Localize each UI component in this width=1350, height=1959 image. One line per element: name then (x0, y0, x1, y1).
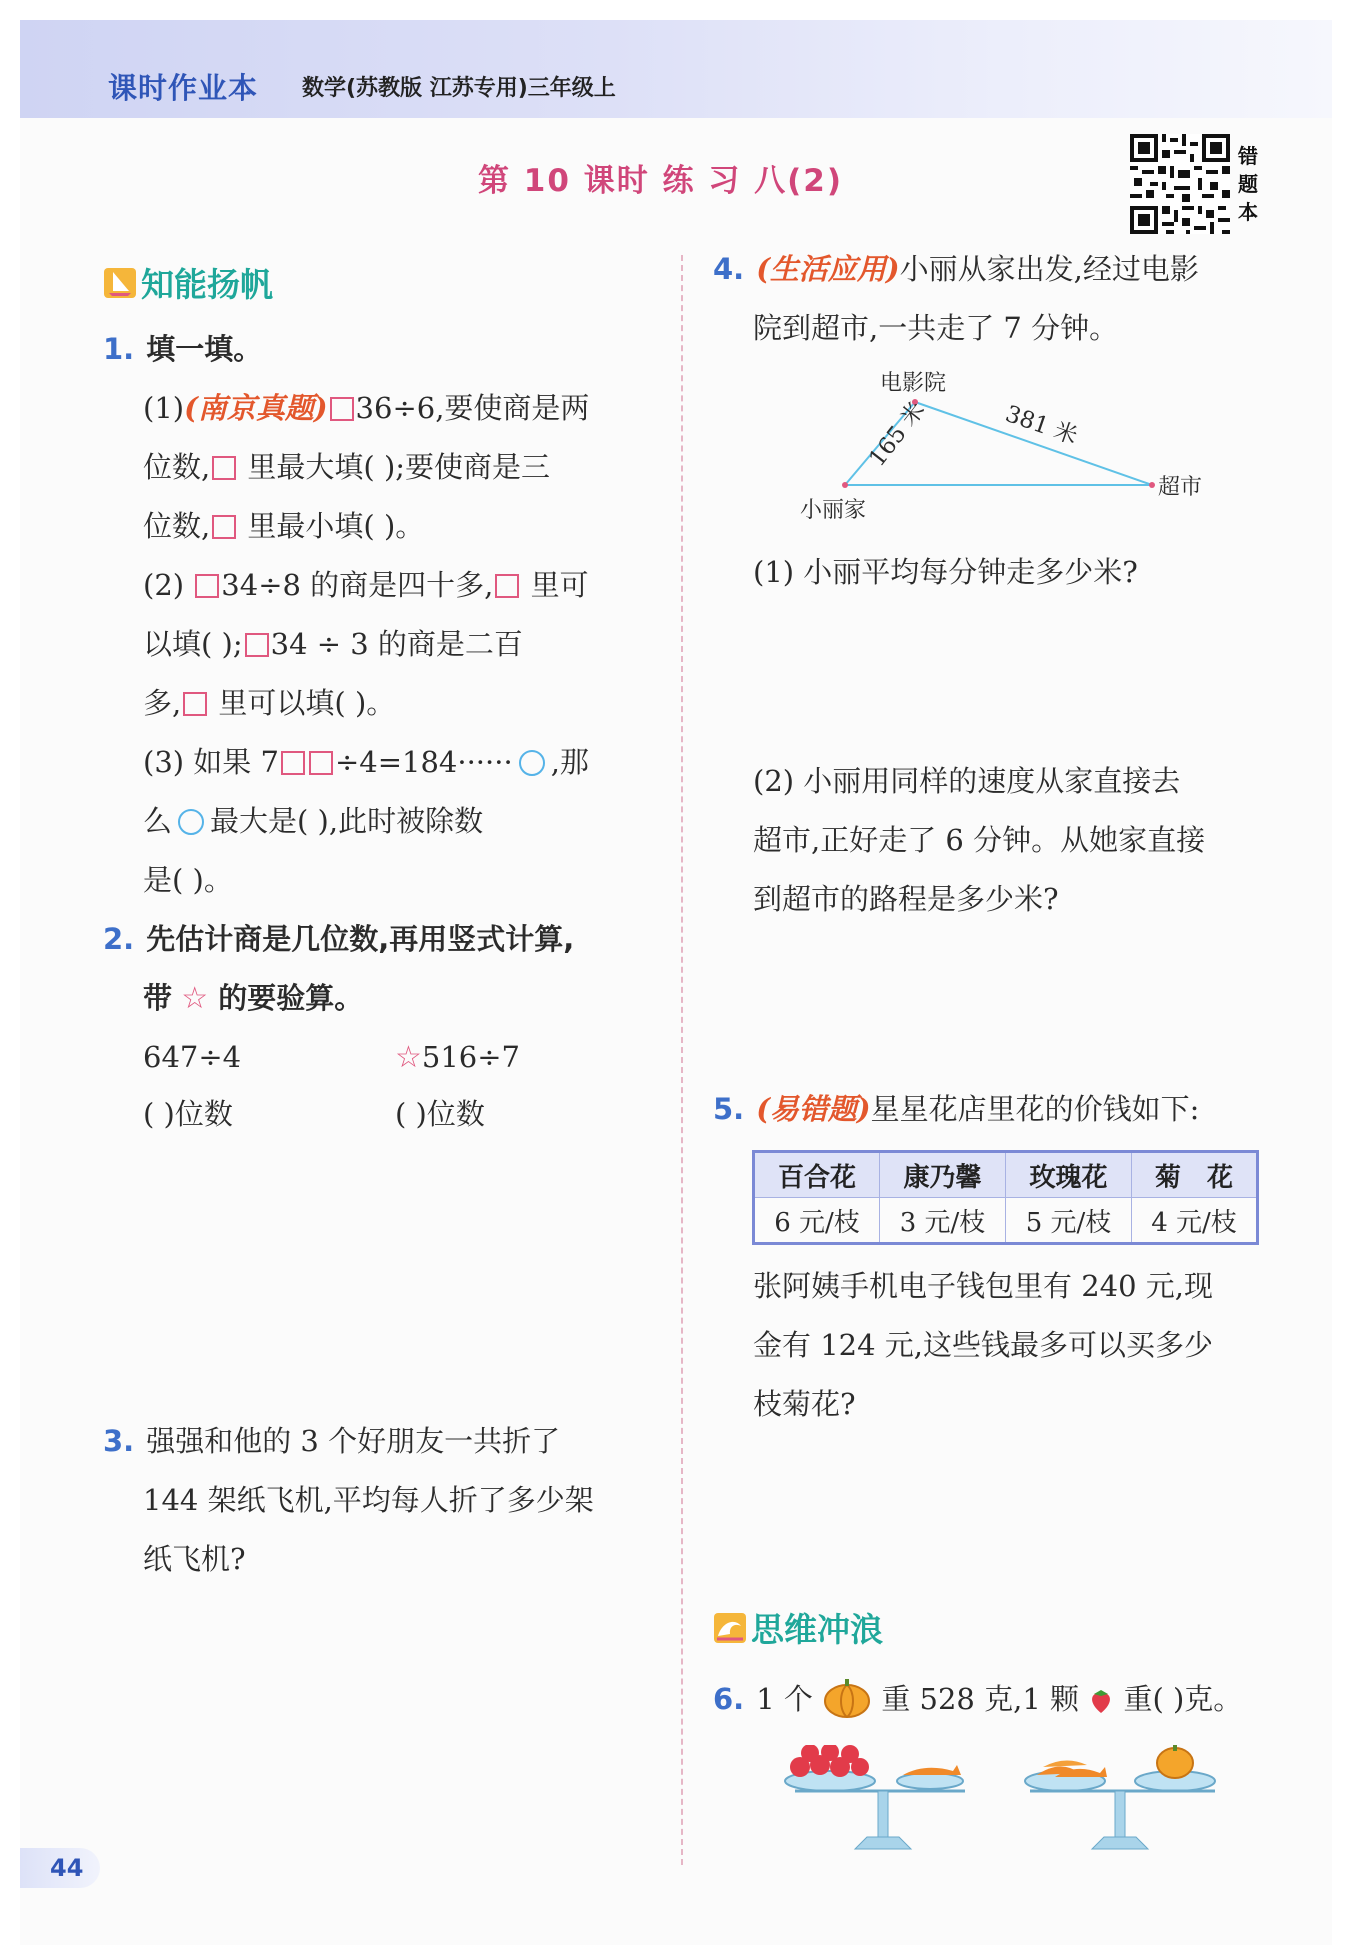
strawberry-icon (1088, 1687, 1114, 1715)
blank-circle[interactable] (519, 750, 545, 776)
table-cell: 5 元/枝 (1006, 1198, 1132, 1244)
expression: 516÷7 (421, 1040, 521, 1074)
blank-box (495, 574, 519, 598)
blank-circle (178, 809, 204, 835)
part-text: 34 ÷ 3 的商是二百 (270, 627, 523, 661)
q2-expr-2 (395, 1028, 520, 1087)
section-title: 知能扬帆 (141, 265, 273, 304)
column-divider (681, 255, 683, 1865)
section-siwei (713, 1604, 883, 1651)
part-text: 以填( ); (143, 627, 243, 661)
question-number: 5. (713, 1092, 745, 1126)
q1-part1-line1 (143, 379, 589, 438)
question-number: 4. (713, 252, 745, 286)
q4-sub2-line1: (2) 小丽用同样的速度从家直接去 (753, 764, 1181, 798)
q1-part2-line2 (143, 615, 523, 674)
question-number: 1. (103, 332, 135, 366)
table-header-row (754, 1152, 1258, 1198)
q2-answer-2[interactable]: ( )位数 (395, 1097, 485, 1131)
question-text: 星星花店里花的价钱如下: (870, 1092, 1200, 1126)
qr-label-char: 错 (1238, 144, 1258, 168)
cinema-label: 电影院 (880, 371, 947, 396)
part-text: 里可 (521, 568, 589, 602)
scale-2 (1025, 1745, 1215, 1849)
section-zhineng (103, 259, 273, 306)
subject-line: 数学(苏教版 江苏专用)三年级上 (302, 76, 616, 101)
question-text: 带 (143, 981, 173, 1015)
question-text: 小丽从家出发,经过电影 (899, 252, 1199, 286)
table-cell: 6 元/枝 (754, 1198, 880, 1244)
q1-part1-line3 (143, 497, 424, 556)
blank-box[interactable] (245, 633, 269, 657)
part-label: (2) (143, 568, 194, 602)
q5-line1: 张阿姨手机电子钱包里有 240 元,现 (753, 1269, 1214, 1303)
blank-box[interactable] (281, 751, 305, 775)
part-text: 位数, (143, 509, 211, 543)
part-text: ,那 (550, 745, 589, 779)
lesson-title: 第 10 课时 练 习 八(2) (478, 163, 844, 199)
question-text: 重 528 克,1 颗 (881, 1682, 1079, 1716)
home-label: 小丽家 (800, 498, 867, 523)
flower-price-table (752, 1150, 1259, 1245)
part-text: 么 (143, 804, 173, 838)
question-text: 重( )克。 (1123, 1682, 1243, 1716)
market-label: 超市 (1158, 475, 1203, 500)
qr-label-char: 题 (1238, 172, 1258, 196)
part-text: 是( )。 (143, 863, 233, 897)
q1-part2-line1 (143, 556, 589, 615)
q1-part2-line3 (143, 674, 395, 733)
q2-expr-1: 647÷4 (143, 1040, 242, 1074)
blank-box[interactable] (330, 397, 354, 421)
q2-answer-1[interactable]: ( )位数 (143, 1097, 233, 1131)
question-5 (713, 1080, 1199, 1139)
part-text: 里最大填( );要使商是三 (238, 450, 551, 484)
page-number: 44 (20, 1848, 100, 1888)
pumpkin-icon (822, 1677, 872, 1719)
question-number: 2. (103, 922, 135, 956)
question-6 (713, 1670, 1242, 1729)
qr-label-char: 本 (1238, 200, 1258, 224)
distance-label-1: 165 米 (864, 397, 931, 472)
q3-line3: 纸飞机? (143, 1542, 246, 1576)
q1-part3-line3 (143, 851, 233, 910)
question-2-title-line2 (143, 969, 363, 1028)
q5-line3: 枝菊花? (753, 1387, 856, 1421)
question-2-title (103, 910, 574, 969)
table-header-cell: 百合花 (754, 1152, 880, 1198)
part-text: 位数, (143, 450, 211, 484)
home-point (842, 482, 848, 488)
sail-icon (103, 267, 137, 299)
table-header-cell: 康乃馨 (880, 1152, 1006, 1198)
market-point (1149, 482, 1155, 488)
blank-box (212, 456, 236, 480)
source-tag: (南京真题) (184, 391, 328, 425)
part-text: 里最小填( )。 (238, 509, 425, 543)
part-text: 多, (143, 686, 182, 720)
q1-part1-line2 (143, 438, 550, 497)
question-number: 3. (103, 1424, 135, 1458)
question-number: 6. (713, 1682, 745, 1716)
qr-code-icon[interactable] (1130, 134, 1230, 234)
scale-1 (785, 1745, 965, 1849)
blank-box[interactable] (309, 751, 333, 775)
part-text: 34÷8 的商是四十多, (221, 568, 494, 602)
part-label: (1) (143, 391, 185, 425)
question-text: 先估计商是几位数,再用竖式计算, (146, 922, 575, 956)
question-text: 1 个 (756, 1682, 813, 1716)
part-text: ÷4=184······ (334, 745, 513, 779)
source-tag: (易错题) (756, 1092, 871, 1126)
distance-label-2: 381 米 (1002, 401, 1081, 450)
table-header-cell: 菊 花 (1132, 1152, 1258, 1198)
part-text: 最大是( ),此时被除数 (210, 804, 484, 838)
question-1-title (103, 320, 262, 379)
table-cell: 3 元/枝 (880, 1198, 1006, 1244)
part-text: (3) 如果 7 (143, 745, 279, 779)
brand-title: 课时作业本 (108, 71, 259, 105)
q3-line2: 144 架纸飞机,平均每人折了多少架 (143, 1483, 594, 1517)
blank-box (212, 515, 236, 539)
q5-line2: 金有 124 元,这些钱最多可以买多少 (753, 1328, 1214, 1362)
q4-line2: 院到超市,一共走了 7 分钟。 (753, 311, 1119, 345)
table-header-cell: 玫瑰花 (1006, 1152, 1132, 1198)
question-3 (103, 1412, 560, 1471)
q4-sub2-line2: 超市,正好走了 6 分钟。从她家直接 (753, 823, 1206, 857)
wave-icon (713, 1612, 747, 1644)
balance-scales-illustration (775, 1745, 1235, 1865)
q1-part3-line1 (143, 733, 589, 792)
table-row (754, 1198, 1258, 1244)
question-4 (713, 240, 1199, 299)
blank-box[interactable] (195, 574, 219, 598)
section-title: 思维冲浪 (751, 1610, 883, 1649)
table-cell: 4 元/枝 (1132, 1198, 1258, 1244)
q4-sub1: (1) 小丽平均每分钟走多少米? (753, 555, 1138, 589)
question-text: 的要验算。 (208, 981, 364, 1015)
question-text: 强强和他的 3 个好朋友一共折了 (146, 1424, 561, 1458)
q4-sub2-line3: 到超市的路程是多少米? (753, 882, 1059, 916)
wrong-question-book-label (1238, 142, 1262, 226)
part-text: 36÷6,要使商是两 (355, 391, 590, 425)
source-tag: (生活应用) (756, 252, 900, 286)
q1-part3-line2 (143, 792, 483, 851)
route-diagram (790, 360, 1230, 530)
question-text: 填一填。 (146, 332, 263, 366)
star-icon: ☆ (181, 981, 209, 1016)
blank-box (183, 692, 207, 716)
part-text: 里可以填( )。 (209, 686, 396, 720)
star-icon: ☆ (395, 1040, 422, 1075)
